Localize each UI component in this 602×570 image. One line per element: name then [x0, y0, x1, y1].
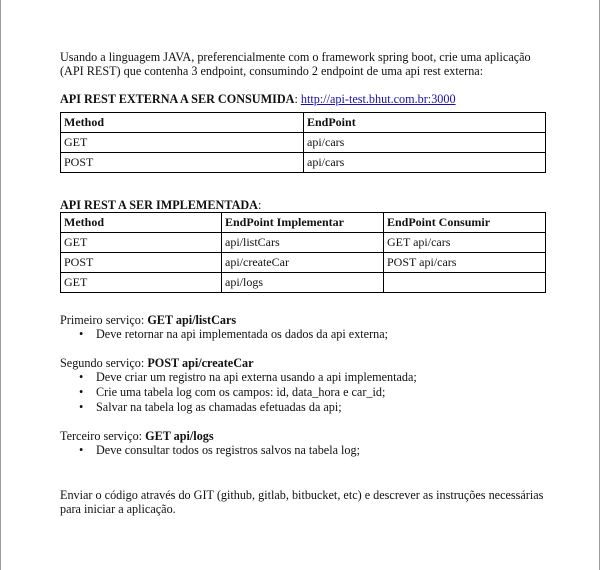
table-header-row — [61, 213, 546, 233]
table-cell: GET api/cars — [384, 233, 546, 253]
table-cell: GET — [61, 133, 304, 153]
external-api-link[interactable]: http://api-test.bhut.com.br:3000 — [300, 92, 456, 106]
table-cell: api/cars — [304, 133, 546, 153]
table-cell: api/cars — [304, 153, 546, 173]
implement-api-heading: API REST A SER IMPLEMENTADA — [60, 198, 258, 212]
service-bullet-list — [60, 370, 550, 415]
service-third — [60, 429, 550, 458]
external-api-table — [60, 112, 546, 173]
table-header-cell: EndPoint Implementar — [222, 213, 384, 233]
table-cell: POST api/cars — [384, 253, 546, 273]
list-item — [79, 327, 550, 342]
table-cell: api/listCars — [222, 233, 384, 253]
table-header-cell: EndPoint — [304, 113, 546, 133]
list-item — [79, 385, 550, 400]
list-item-text: Crie uma tabela log com os campos: id, data_hora e car_id; — [96, 385, 386, 399]
table-row — [61, 133, 546, 153]
service-label: Segundo serviço: — [60, 356, 148, 370]
table-cell — [384, 273, 546, 293]
service-second — [60, 356, 550, 415]
implement-api-line — [60, 198, 550, 212]
service-endpoint: GET api/logs — [145, 429, 214, 443]
service-endpoint: GET api/listCars — [147, 313, 237, 327]
bullet-icon: • — [79, 385, 84, 399]
external-api-heading: API REST EXTERNA A SER CONSUMIDA — [60, 92, 295, 106]
list-item-text: Deve consultar todos os registros salvos na tabela log; — [96, 443, 361, 457]
bullet-icon: • — [79, 327, 84, 341]
service-title — [60, 313, 550, 327]
list-item — [79, 443, 550, 458]
final-paragraph: Enviar o código através do GIT (github, gitlab, bitbucket, etc) e descrever as instruções necessárias para iniciar a aplicação. — [60, 488, 544, 516]
table-row — [61, 253, 546, 273]
document-content — [60, 50, 550, 516]
bullet-icon: • — [79, 370, 84, 384]
table-cell: GET — [61, 273, 222, 293]
bullet-icon: • — [79, 443, 84, 457]
table-cell: POST — [61, 153, 304, 173]
external-api-line — [60, 92, 550, 106]
implement-api-table — [60, 212, 546, 293]
service-first — [60, 313, 550, 342]
table-header-row — [61, 113, 546, 133]
table-row — [61, 273, 546, 293]
list-item — [79, 370, 550, 385]
implement-api-colon: : — [257, 198, 262, 212]
external-api-colon: : — [294, 92, 301, 106]
list-item — [79, 400, 550, 415]
service-label: Primeiro serviço: — [60, 313, 148, 327]
list-item-text: Salvar na tabela log as chamadas efetuadas da api; — [96, 400, 342, 414]
service-title — [60, 429, 550, 443]
table-header-cell: Method — [61, 113, 304, 133]
table-header-cell: Method — [61, 213, 222, 233]
table-cell: POST — [61, 253, 222, 273]
table-row — [61, 153, 546, 173]
table-cell: api/logs — [222, 273, 384, 293]
list-item-text: Deve criar um registro na api externa usando a api implementada; — [96, 370, 417, 384]
service-label: Terceiro serviço: — [60, 429, 146, 443]
service-endpoint: POST api/createCar — [147, 356, 254, 370]
table-header-cell: EndPoint Consumir — [384, 213, 546, 233]
service-bullet-list — [60, 327, 550, 342]
intro-paragraph: Usando a linguagem JAVA, preferencialmente com o framework spring boot, crie uma aplicação (API REST) que contenha 3 endpoint, consumindo 2 endpoint de uma api rest externa: — [60, 50, 531, 78]
table-row — [61, 233, 546, 253]
service-title — [60, 356, 550, 370]
list-item-text: Deve retornar na api implementada os dados da api externa; — [96, 327, 389, 341]
table-cell: GET — [61, 233, 222, 253]
table-cell: api/createCar — [222, 253, 384, 273]
service-bullet-list — [60, 443, 550, 458]
bullet-icon: • — [79, 400, 84, 414]
